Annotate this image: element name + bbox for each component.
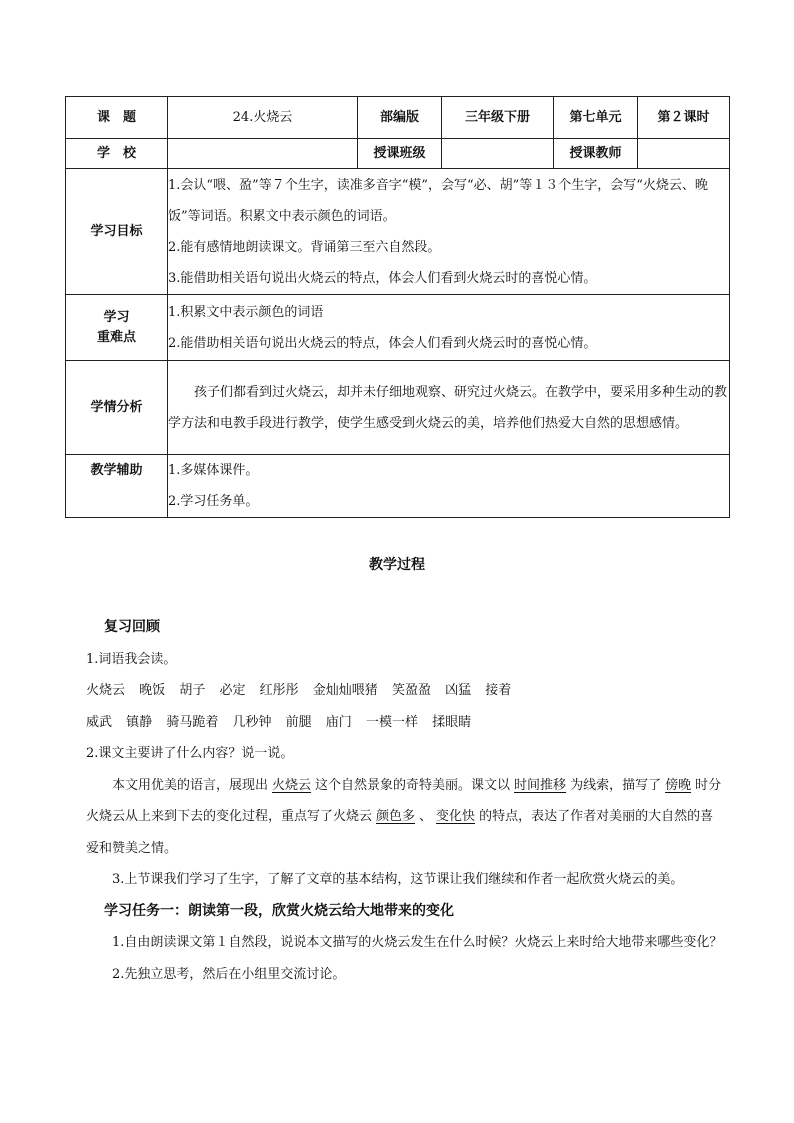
key-points-label: [66, 295, 168, 361]
word: 金灿灿喂猪: [312, 683, 378, 698]
summary-text: 为线索，描写了: [570, 777, 662, 793]
grade: 三年级下册: [442, 97, 554, 139]
aids-label: 教学辅助: [66, 455, 168, 518]
word: 笑盈盈: [391, 683, 431, 698]
word: 火烧云: [86, 683, 126, 698]
table-row: [66, 361, 730, 455]
aid-item: 1.多媒体课件。: [168, 463, 259, 478]
edition: 部编版: [358, 97, 442, 139]
aid-item: 2.学习任务单。: [168, 494, 259, 509]
fill-blank-answer: 傍晚: [665, 777, 692, 793]
process-body: [86, 612, 726, 990]
lesson-info-table: [65, 96, 730, 518]
summary-text: 本文用优美的语言，展现出: [112, 777, 269, 793]
goal-item: 2.能有感情地朗读课文。背诵第三至六自然段。: [168, 239, 441, 255]
lesson-title: 24.火烧云: [168, 97, 358, 139]
key-point-item: 2.能借助相关语句说出火烧云的特点，体会人们看到火烧云时的喜悦心情。: [168, 335, 597, 351]
summary-text: 、: [419, 809, 433, 824]
fill-blank-answer: 颜色多: [376, 809, 416, 824]
summary-text: 这个自然景象的奇特美丽。课文以: [315, 777, 511, 793]
analysis-text: 孩子们都看到过火烧云，却并未仔细地观察、研究过火烧云。在教学中，要采用多种生动的教学方法和电教手段进行教学，使学生感受到火烧云的美，培养他们热爱大自然的思想感情。: [168, 384, 728, 431]
key-points-content: [168, 295, 730, 361]
process-title: 教学过程: [369, 557, 425, 573]
word: 镇静: [126, 714, 153, 730]
word-list-1: [86, 675, 726, 707]
analysis-content: [168, 361, 730, 455]
table-row: [66, 139, 730, 169]
review-heading: 复习回顾: [104, 619, 160, 635]
word: 骑马跪着: [166, 714, 219, 730]
unit: 第七单元: [554, 97, 638, 139]
class-value: [442, 139, 554, 169]
key-points-label-line2: 重难点: [96, 329, 136, 345]
word: 几秒钟: [232, 714, 272, 730]
summary-text: 时分火烧云从上来到下去的变化过程，重点写了火烧云: [86, 777, 722, 824]
word: 威武: [86, 714, 113, 730]
question-3: 3.上节课我们学习了生字，了解了文章的基本结构，这节课让我们继续和作者一起欣赏火烧云的美。: [112, 872, 684, 887]
word: 庙门: [325, 714, 352, 730]
summary-paragraph: [86, 770, 726, 865]
table-row: [66, 455, 730, 518]
fill-blank-answer: 火烧云: [272, 777, 312, 793]
word: 接着: [485, 683, 512, 698]
word: 胡子: [179, 683, 206, 698]
class-label: 授课班级: [358, 139, 442, 169]
lesson-label: 课 题: [66, 97, 168, 139]
word: 一模一样: [365, 714, 418, 730]
table-row: [66, 169, 730, 295]
word: 凶猛: [445, 683, 472, 698]
table-row: [66, 97, 730, 139]
word: 晚饭: [139, 683, 166, 698]
task1-question-1: 1.自由朗读课文第１自然段，说说本文描写的火烧云发生在什么时候？火烧云上来时给大地带来哪些变化？: [112, 935, 723, 950]
aids-content: [168, 455, 730, 518]
summary-text: 的特点，表达了作者对美丽的大自然的喜爱和赞美之情。: [86, 809, 714, 856]
goal-item: 1.会认“喂、盈”等７个生字，读准多音字“模”，会写“必、胡”等１３个生字，会写“火烧云、晚饭”等词语。积累文中表示颜色的词语。: [168, 177, 708, 224]
teacher-label: 授课教师: [554, 139, 638, 169]
word-list-2: [86, 707, 726, 739]
table-row: [66, 295, 730, 361]
word: 揉眼睛: [432, 714, 472, 730]
goals-content: [168, 169, 730, 295]
word: 必定: [219, 683, 246, 698]
key-points-label-line1: 学习: [103, 309, 130, 325]
task1-heading: 学习任务一：朗读第一段，欣赏火烧云给大地带来的变化: [104, 902, 454, 919]
goals-label: 学习目标: [66, 169, 168, 295]
goal-item: 3.能借助相关语句说出火烧云的特点，体会人们看到火烧云时的喜悦心情。: [168, 270, 597, 286]
word: 红彤彤: [259, 683, 299, 698]
school-value: [168, 139, 358, 169]
task1-question-2: 2.先独立思考，然后在小组里交流讨论。: [112, 966, 346, 982]
key-point-item: 1.积累文中表示颜色的词语: [168, 304, 324, 320]
teacher-value: [638, 139, 730, 169]
fill-blank-answer: 变化快: [436, 809, 476, 824]
period: 第２课时: [638, 97, 730, 139]
analysis-label: 学情分析: [66, 361, 168, 455]
school-label: 学 校: [66, 139, 168, 169]
question-2: 2.课文主要讲了什么内容？说一说。: [86, 746, 294, 761]
word: 前腿: [285, 714, 312, 730]
question-1: 1.词语我会读。: [86, 651, 177, 667]
fill-blank-answer: 时间推移: [514, 777, 567, 793]
